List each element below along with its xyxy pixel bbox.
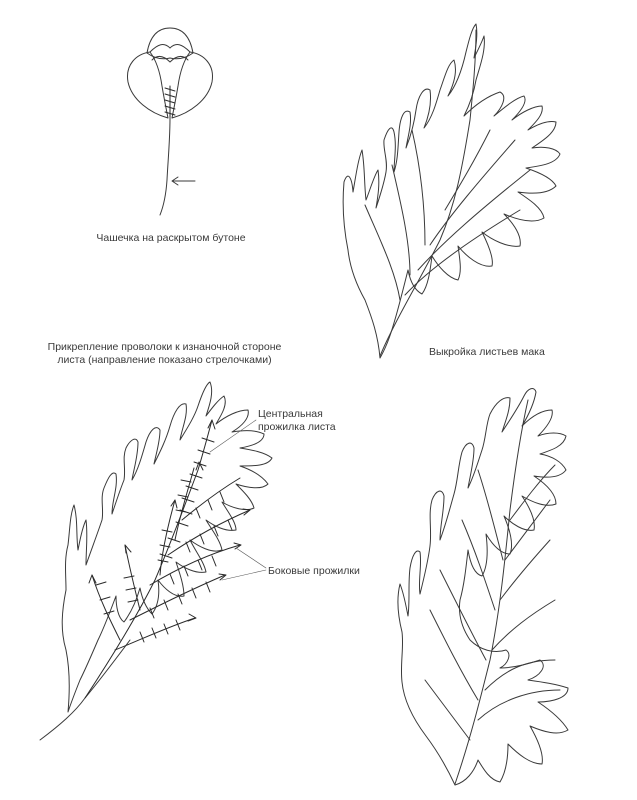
leaf-side-vein xyxy=(425,465,560,740)
leaf-outline xyxy=(398,389,568,785)
leaf-central-vein xyxy=(380,30,476,356)
leaf-pattern-lower xyxy=(398,389,568,785)
cup-caption-text: Чашечка на раскрытом бутоне xyxy=(96,232,246,244)
opened-bud-illustration xyxy=(128,28,213,215)
bud-petal-top xyxy=(147,28,193,59)
cup-caption xyxy=(86,232,256,245)
pattern-caption-text: Выкройка листьев мака xyxy=(429,346,545,358)
central-vein-leader-line xyxy=(210,420,256,452)
wire-caption-line1: Прикрепление проволоки к изнаночной стороне xyxy=(47,341,282,353)
side-vein-leader-line xyxy=(222,548,266,580)
leaf-central-vein xyxy=(455,400,528,784)
wire-caption xyxy=(22,341,307,367)
side-vein-stitches xyxy=(96,480,232,642)
wire-direction-arrow xyxy=(172,177,195,185)
central-vein-label-line2: прожилка листа xyxy=(258,421,336,433)
side-vein-wires xyxy=(92,468,250,650)
leaf-wire-stem xyxy=(40,640,130,740)
calyx-right xyxy=(172,52,212,118)
bud-stem-wire xyxy=(160,118,170,215)
pattern-caption xyxy=(429,346,545,359)
leaf-wire-attachment xyxy=(40,382,272,740)
calyx-left xyxy=(128,52,168,118)
leaf-outline xyxy=(343,24,560,358)
bud-inner-petal xyxy=(150,45,190,52)
central-vein-label xyxy=(258,408,336,434)
calyx-stitch-seam xyxy=(165,86,175,118)
central-vein-label-line1: Центральная xyxy=(258,408,323,420)
calyx-center xyxy=(152,56,188,62)
side-veins-label xyxy=(268,565,360,578)
leaf-pattern-upper xyxy=(343,24,560,358)
central-vein-wire xyxy=(85,420,212,698)
side-veins-label-text: Боковые прожилки xyxy=(268,565,360,577)
wire-caption-line2: листа (направление показано стрелочками) xyxy=(57,354,272,366)
leaf-outline xyxy=(62,382,272,712)
